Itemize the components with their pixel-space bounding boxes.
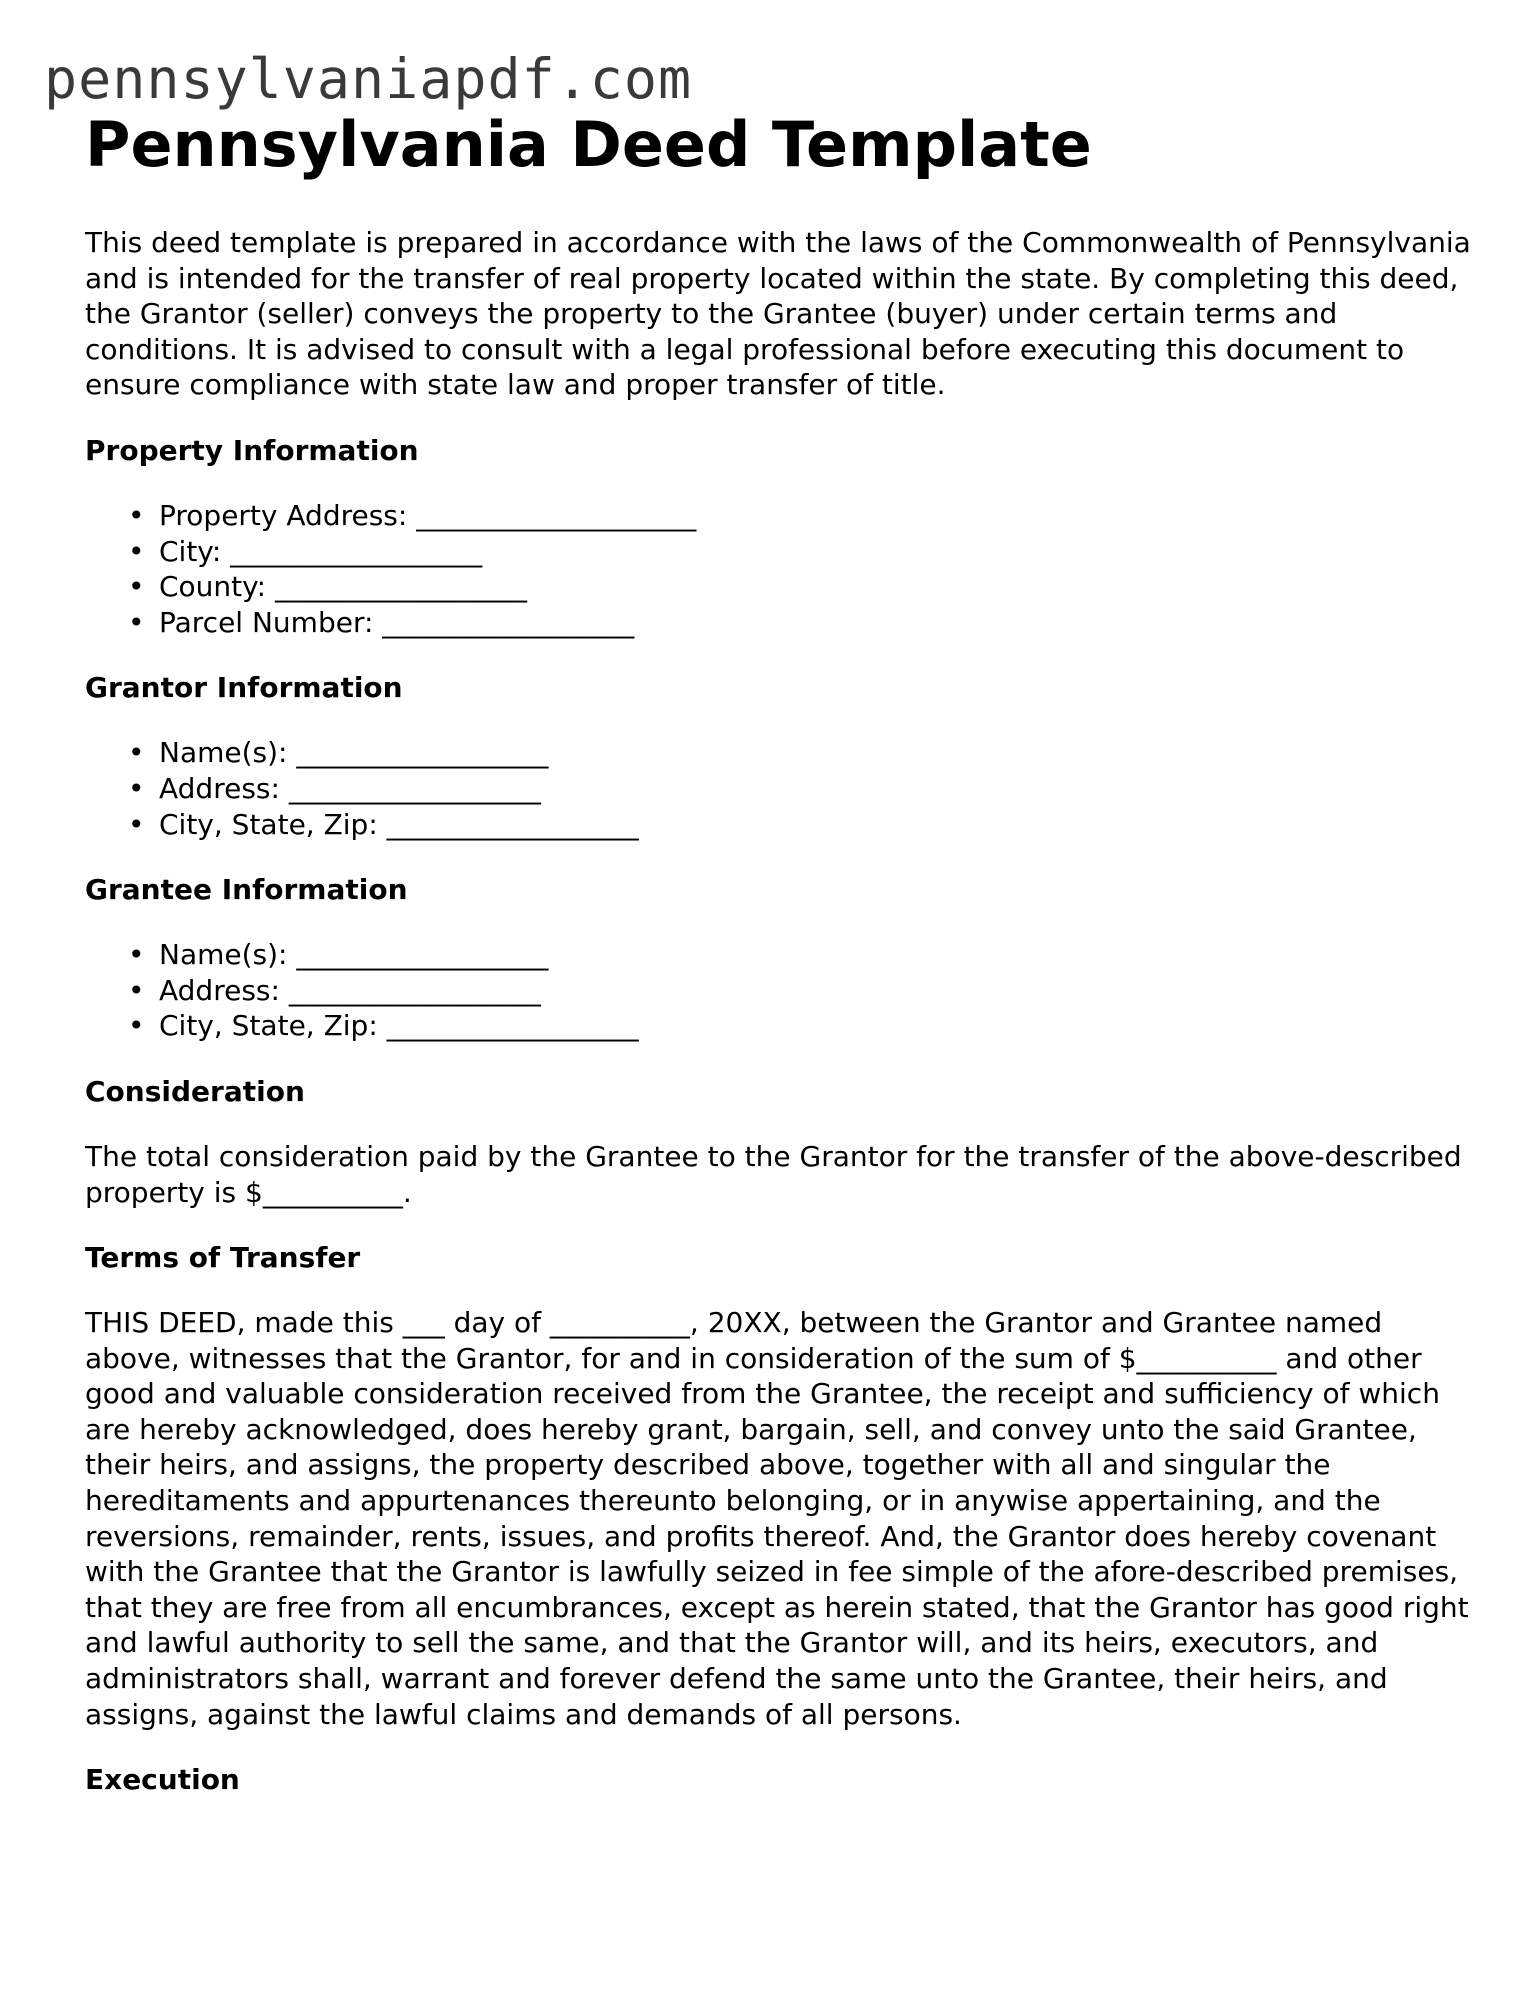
property-address-field: Property Address: ____________________ [159, 498, 697, 532]
page-title: Pennsylvania Deed Template [85, 108, 1092, 181]
list-item [128, 937, 1485, 973]
bullet: • [128, 771, 145, 805]
bullet: • [128, 534, 145, 568]
bullet: • [128, 807, 145, 841]
consideration-paragraph: The total consideration paid by the Grantee to the Grantor for the transfer of the above-described property is $__________. [85, 1139, 1462, 1209]
property-parcel-field: Parcel Number: __________________ [159, 605, 635, 639]
property-heading: Property Information [85, 433, 419, 467]
consideration-heading: Consideration [85, 1074, 305, 1108]
property-city-field: City: __________________ [159, 534, 483, 568]
property-county-field: County: __________________ [159, 570, 528, 604]
site-watermark: pennsylvaniapdf.com [44, 47, 693, 111]
bullet: • [128, 605, 145, 639]
list-item [128, 569, 1485, 605]
grantor-list [85, 735, 1485, 842]
bullet: • [128, 736, 145, 770]
document-body [85, 106, 1485, 1797]
property-list [85, 498, 1485, 640]
grantee-heading: Grantee Information [85, 873, 408, 907]
bullet: • [128, 1009, 145, 1043]
bullet: • [128, 498, 145, 532]
list-item [128, 498, 1485, 534]
bullet: • [128, 938, 145, 972]
grantor-city-state-zip-field: City, State, Zip: __________________ [159, 807, 639, 841]
execution-heading: Execution [85, 1763, 240, 1797]
list-item [128, 735, 1485, 771]
bullet: • [128, 570, 145, 604]
list-item [128, 534, 1485, 570]
intro-paragraph: This deed template is prepared in accordance with the laws of the Commonwealth of Pennsylvania and is intended for the transfer of real property located within the state. By completing this deed, the Grantor (seller) conveys the property to the Grantee (buyer) under certain terms and conditions. It is advised to consult with a legal professional before executing this document to ensure compliance with state law and proper transfer of title. [85, 226, 1471, 402]
terms-paragraph: THIS DEED, made this ___ day of __________, 20XX, between the Grantor and Grantee named above, witnesses that the Grantor, for and in consideration of the sum of $__________ and other good and valuable consideration received from the Grantee, the receipt and sufficiency of which are hereby acknowledged, does hereby grant, bargain, sell, and convey unto the said Grantee, their heirs, and assigns, the property described above, together with all and singular the hereditaments and appurtenances thereunto belonging, or in anywise appertaining, and the reversions, remainder, rents, issues, and profits thereof. And, the Grantor does hereby covenant with the Grantee that the Grantor is lawfully seized in fee simple of the afore-described premises, that they are free from all encumbrances, except as herein stated, that the Grantor has good right and lawful authority to sell the same, and that the Grantor will, and its heirs, executors, and administrators shall, warrant and forever defend the same unto the Grantee, their heirs, and assigns, against the lawful claims and demands of all persons. [85, 1306, 1469, 1731]
list-item [128, 973, 1485, 1009]
list-item [128, 807, 1485, 843]
grantor-address-field: Address: __________________ [159, 771, 541, 805]
grantee-list [85, 937, 1485, 1044]
grantor-heading: Grantor Information [85, 671, 403, 705]
grantor-name-field: Name(s): __________________ [159, 736, 549, 770]
list-item [128, 605, 1485, 641]
grantee-address-field: Address: __________________ [159, 973, 541, 1007]
terms-heading: Terms of Transfer [85, 1241, 361, 1275]
list-item [128, 1008, 1485, 1044]
grantee-city-state-zip-field: City, State, Zip: __________________ [159, 1009, 639, 1043]
bullet: • [128, 973, 145, 1007]
list-item [128, 771, 1485, 807]
grantee-name-field: Name(s): __________________ [159, 938, 549, 972]
